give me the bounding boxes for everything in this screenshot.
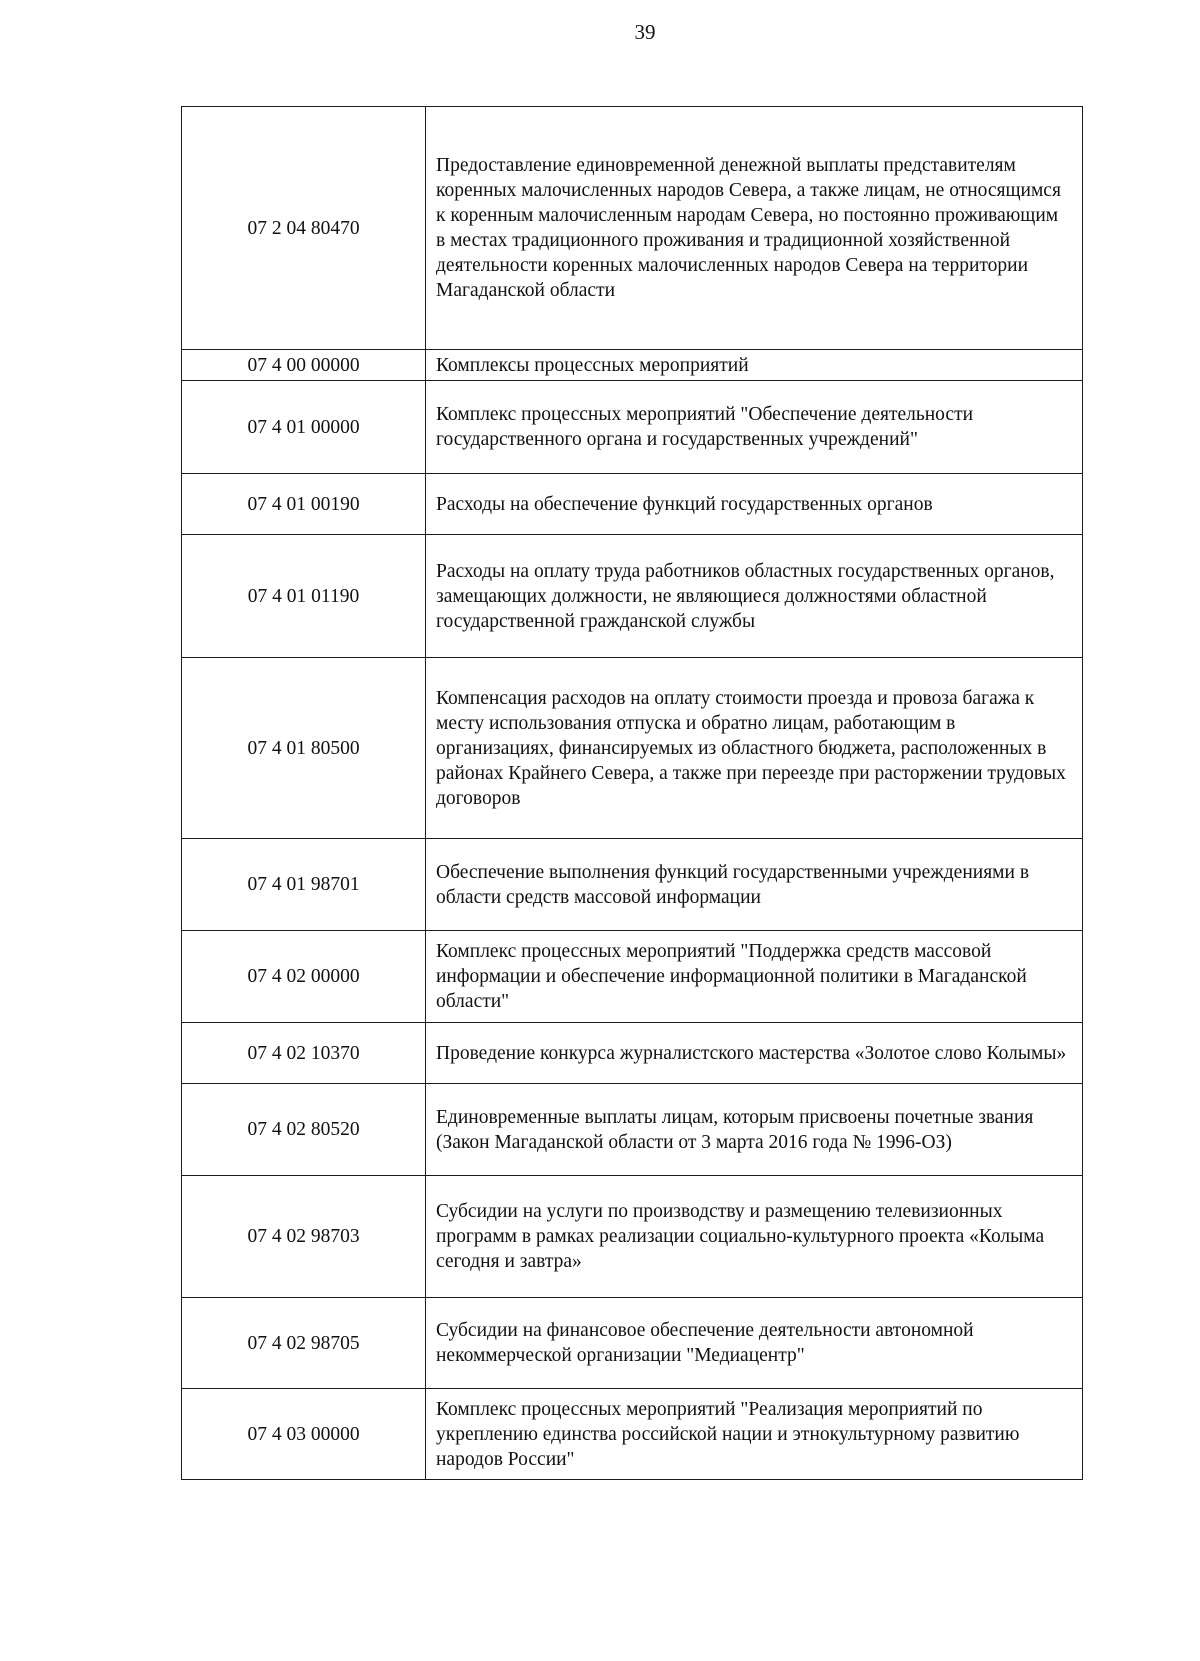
table-row: [182, 1389, 1083, 1480]
row-description: Комплексы процессных мероприятий: [426, 350, 1083, 381]
row-description: Проведение конкурса журналистского мастерства «Золотое слово Колымы»: [426, 1023, 1083, 1084]
row-description: Единовременные выплаты лицам, которым присвоены почетные звания (Закон Магаданской области от 3 марта 2016 года № 1996-ОЗ): [426, 1084, 1083, 1176]
table-row: [182, 474, 1083, 535]
table-row: [182, 107, 1083, 350]
row-code: 07 4 00 00000: [182, 350, 426, 381]
budget-classification-table: [181, 106, 1083, 1480]
row-description: Расходы на обеспечение функций государственных органов: [426, 474, 1083, 535]
row-description: Комплекс процессных мероприятий "Реализация мероприятий по укреплению единства российской нации и этнокультурному развитию народов России": [426, 1389, 1083, 1480]
row-description: Субсидии на финансовое обеспечение деятельности автономной некоммерческой организации "Медиацентр": [426, 1298, 1083, 1389]
page-number: 39: [634, 20, 656, 44]
row-code: 07 4 02 98705: [182, 1298, 426, 1389]
row-description: Комплекс процессных мероприятий "Обеспечение деятельности государственного органа и государственных учреждений": [426, 381, 1083, 474]
row-description: Субсидии на услуги по производству и размещению телевизионных программ в рамках реализации социально-культурного проекта «Колыма сегодня и завтра»: [426, 1176, 1083, 1298]
table-row: [182, 931, 1083, 1023]
row-code: 07 4 01 80500: [182, 658, 426, 839]
row-code: 07 4 02 98703: [182, 1176, 426, 1298]
row-description: Компенсация расходов на оплату стоимости проезда и провоза багажа к месту использования отпуска и обратно лицам, работающим в организациях, финансируемых из областного бюджета, расположенных в районах Крайнего Севера, а также при переезде при расторжении трудовых договоров: [426, 658, 1083, 839]
row-description: Комплекс процессных мероприятий "Поддержка средств массовой информации и обеспечение информационной политики в Магаданской области": [426, 931, 1083, 1023]
table-row: [182, 1084, 1083, 1176]
row-code: 07 4 02 80520: [182, 1084, 426, 1176]
row-code: 07 4 02 10370: [182, 1023, 426, 1084]
table-row: [182, 1298, 1083, 1389]
row-code: 07 2 04 80470: [182, 107, 426, 350]
row-code: 07 4 02 00000: [182, 931, 426, 1023]
row-description: Расходы на оплату труда работников областных государственных органов, замещающих должности, не являющиеся должностями областной государственной гражданской службы: [426, 535, 1083, 658]
row-code: 07 4 01 98701: [182, 839, 426, 931]
table-row: [182, 658, 1083, 839]
row-description: Обеспечение выполнения функций государственными учреждениями в области средств массовой информации: [426, 839, 1083, 931]
table-row: [182, 350, 1083, 381]
table-row: [182, 839, 1083, 931]
row-code: 07 4 03 00000: [182, 1389, 426, 1480]
table-row: [182, 381, 1083, 474]
table-row: [182, 1176, 1083, 1298]
row-code: 07 4 01 00190: [182, 474, 426, 535]
table-row: [182, 1023, 1083, 1084]
row-code: 07 4 01 01190: [182, 535, 426, 658]
row-code: 07 4 01 00000: [182, 381, 426, 474]
table-row: [182, 535, 1083, 658]
row-description: Предоставление единовременной денежной выплаты представителям коренных малочисленных народов Севера, а также лицам, не относящимся к коренным малочисленным народам Севера, но постоянно проживающим в местах традиционного проживания и традиционной хозяйственной деятельности коренных малочисленных народов Севера на территории Магаданской области: [426, 107, 1083, 350]
